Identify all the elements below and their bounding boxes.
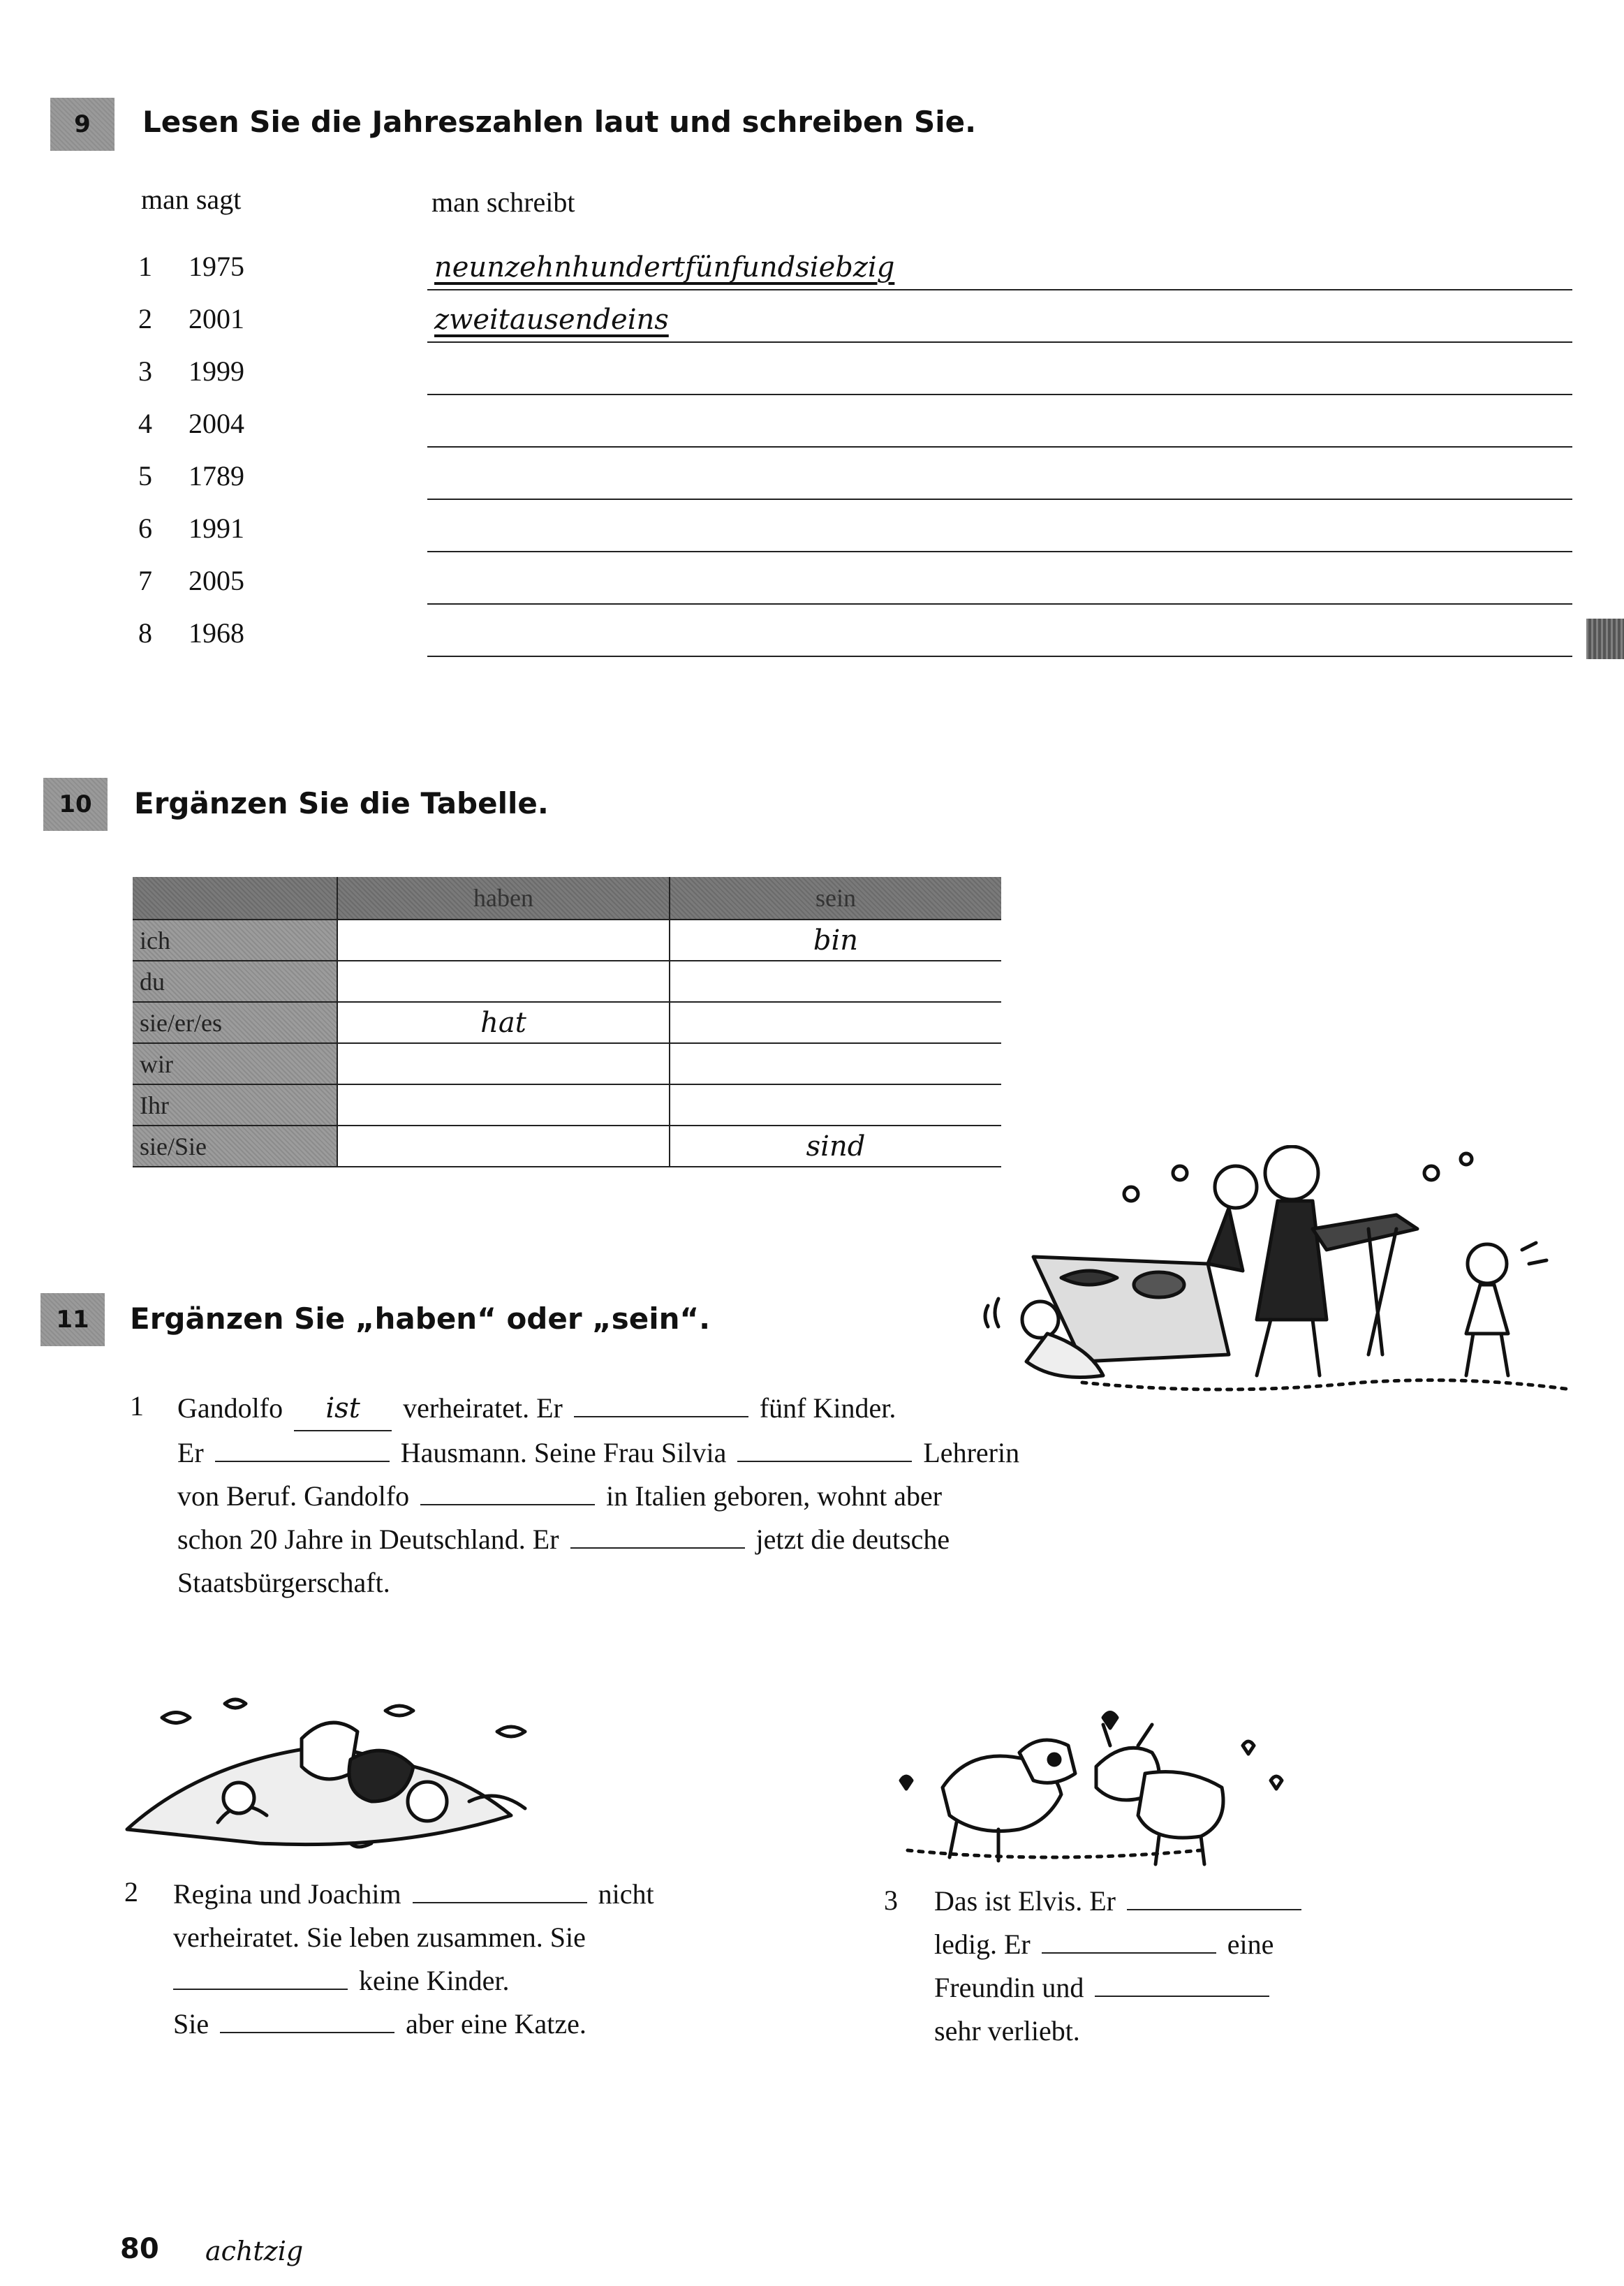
text-span: in Italien geboren, wohnt aber xyxy=(606,1480,943,1512)
car-illustration xyxy=(120,1676,567,1857)
haben-cell[interactable]: hat xyxy=(337,1002,670,1043)
item-3-text xyxy=(934,1880,1313,2053)
chapter-tab xyxy=(1586,619,1624,659)
text-span: Sie xyxy=(173,2008,209,2040)
conjugation-table xyxy=(133,877,1001,1167)
sein-cell[interactable] xyxy=(670,961,1001,1002)
answer-blank[interactable] xyxy=(570,1540,745,1549)
item-1-text xyxy=(177,1387,1019,1605)
text-span: schon 20 Jahre in Deutschland. Er xyxy=(177,1524,559,1555)
handwritten-answer: zweitausendeins xyxy=(434,304,669,336)
year-value: 1789 xyxy=(189,460,244,492)
exercise-10-title: Ergänzen Sie die Tabelle. xyxy=(134,786,549,820)
row-number: 6 xyxy=(138,512,152,544)
exercise-9-title: Lesen Sie die Jahreszahlen laut und schreiben Sie. xyxy=(142,105,977,139)
answer-line[interactable] xyxy=(427,341,1572,343)
haben-cell[interactable] xyxy=(337,1084,670,1126)
table-row xyxy=(133,1126,1001,1167)
pronoun-cell: sie/er/es xyxy=(133,1002,337,1043)
row-number: 3 xyxy=(138,355,152,387)
text-span: von Beruf. Gandolfo xyxy=(177,1480,410,1512)
row-number: 7 xyxy=(138,565,152,596)
answer-line[interactable] xyxy=(427,551,1572,552)
haben-cell[interactable] xyxy=(337,1043,670,1084)
sein-cell[interactable] xyxy=(670,1084,1001,1126)
sein-cell[interactable] xyxy=(670,1043,1001,1084)
item-3-number: 3 xyxy=(884,1885,898,1916)
row-number: 8 xyxy=(138,617,152,649)
text-span: nicht xyxy=(598,1878,654,1910)
text-span: Hausmann. Seine Frau Silvia xyxy=(400,1437,727,1468)
exercise-11-title: Ergänzen Sie „haben“ oder „sein“. xyxy=(130,1301,711,1336)
column-header-man-schreibt: man schreibt xyxy=(431,186,575,218)
text-span: verheiratet. Sie leben zusammen. Sie xyxy=(173,1922,586,1953)
answer-blank[interactable] xyxy=(1042,1945,1216,1954)
pronoun-cell: du xyxy=(133,961,337,1002)
text-span: Er xyxy=(177,1437,204,1468)
answer-line[interactable] xyxy=(427,603,1572,605)
year-value: 2001 xyxy=(189,303,244,334)
sein-cell[interactable] xyxy=(670,1002,1001,1043)
pronoun-cell: Ihr xyxy=(133,1084,337,1126)
item-2-number: 2 xyxy=(124,1876,138,1908)
text-span: aber eine Katze. xyxy=(406,2008,586,2040)
text-span: Das ist Elvis. Er xyxy=(934,1885,1116,1917)
year-value: 1968 xyxy=(189,617,244,649)
text-span: verheiratet. Er xyxy=(403,1392,563,1424)
text-span: Regina und Joachim xyxy=(173,1878,401,1910)
text-span: ledig. Er xyxy=(934,1929,1031,1960)
exercise-10-number: 10 xyxy=(43,778,108,831)
text-span: keine Kinder. xyxy=(359,1965,510,1996)
year-value: 1975 xyxy=(189,251,244,282)
answer-line[interactable] xyxy=(427,446,1572,448)
answer-blank[interactable] xyxy=(1127,1902,1301,1910)
haben-cell[interactable] xyxy=(337,1126,670,1167)
text-span: eine xyxy=(1227,1929,1274,1960)
row-number: 1 xyxy=(138,251,152,282)
text-span: Gandolfo xyxy=(177,1392,283,1424)
text-span: Freundin und xyxy=(934,1972,1084,2003)
table-row xyxy=(133,1084,1001,1126)
answer-blank-filled[interactable]: ist xyxy=(294,1387,392,1431)
answer-line[interactable] xyxy=(427,656,1572,657)
sein-cell[interactable]: bin xyxy=(670,920,1001,961)
dogs-illustration xyxy=(880,1690,1299,1871)
text-span: fünf Kinder. xyxy=(759,1392,896,1424)
text-span: Staatsbürgerschaft. xyxy=(177,1567,390,1598)
year-value: 2005 xyxy=(189,565,244,596)
answer-blank[interactable] xyxy=(737,1454,912,1462)
table-row xyxy=(133,920,1001,961)
exercise-11-number: 11 xyxy=(40,1293,105,1346)
haben-cell[interactable] xyxy=(337,920,670,961)
item-1-number: 1 xyxy=(130,1390,144,1422)
table-row xyxy=(133,1043,1001,1084)
answer-line[interactable] xyxy=(427,499,1572,500)
row-number: 4 xyxy=(138,408,152,439)
text-span: Lehrerin xyxy=(923,1437,1020,1468)
answer-line[interactable] xyxy=(427,289,1572,290)
text-span: jetzt die deutsche xyxy=(755,1524,950,1555)
pronoun-cell: ich xyxy=(133,920,337,961)
year-value: 1991 xyxy=(189,512,244,544)
handwritten-answer: neunzehnhundertfünfundsiebzig xyxy=(434,251,895,283)
answer-blank[interactable] xyxy=(173,1982,348,1990)
answer-blank[interactable] xyxy=(215,1454,390,1462)
table-corner xyxy=(133,877,337,920)
answer-blank[interactable] xyxy=(413,1895,587,1903)
item-2-text xyxy=(173,1873,654,2046)
header-haben: haben xyxy=(337,877,670,920)
row-number: 5 xyxy=(138,460,152,492)
sein-cell[interactable]: sind xyxy=(670,1126,1001,1167)
year-value: 2004 xyxy=(189,408,244,439)
answer-blank[interactable] xyxy=(220,2025,394,2033)
page-word: achtzig xyxy=(205,2236,304,2266)
exercise-9-number: 9 xyxy=(50,98,115,151)
page-number: 80 xyxy=(120,2233,159,2265)
column-header-man-sagt: man sagt xyxy=(141,184,242,215)
header-sein: sein xyxy=(670,877,1001,920)
row-number: 2 xyxy=(138,303,152,334)
family-illustration xyxy=(977,1145,1578,1396)
pronoun-cell: wir xyxy=(133,1043,337,1084)
answer-blank[interactable] xyxy=(574,1409,748,1417)
table-row xyxy=(133,1002,1001,1043)
pronoun-cell: sie/Sie xyxy=(133,1126,337,1167)
answer-blank[interactable] xyxy=(1095,1989,1269,1997)
year-value: 1999 xyxy=(189,355,244,387)
answer-line[interactable] xyxy=(427,394,1572,395)
haben-cell[interactable] xyxy=(337,961,670,1002)
table-row xyxy=(133,961,1001,1002)
text-span: sehr verliebt. xyxy=(934,2015,1080,2047)
answer-blank[interactable] xyxy=(420,1497,595,1505)
